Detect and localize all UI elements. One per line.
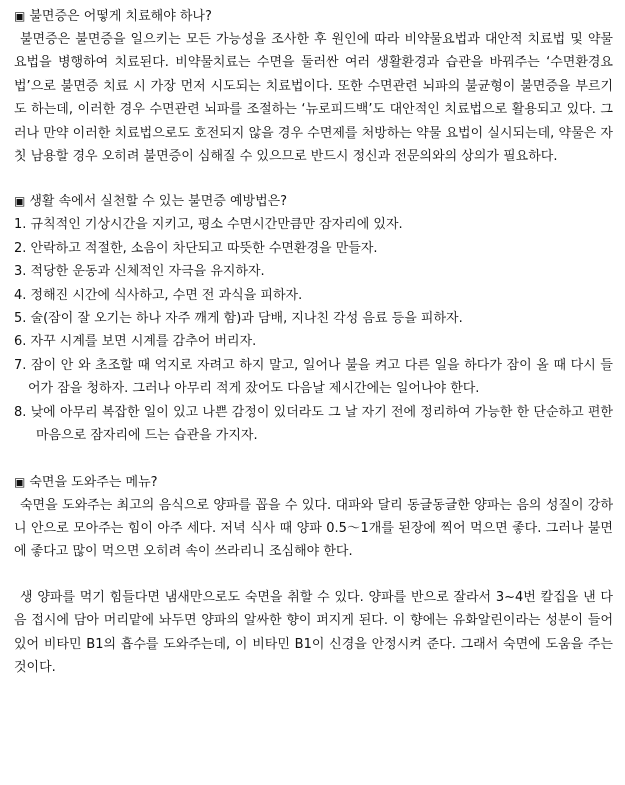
list-item: 2. 안락하고 적절한, 소음이 차단되고 따뜻한 수면환경을 만들자.: [14, 240, 378, 256]
section-heading-prevention: [14, 189, 613, 213]
list-item: 8. 낮에 아무리 복잡한 일이 있고 나쁜 감정이 있더라도 그 날 자기 전에 정리하여 가능한 한 단순하고 편한 마음으로 잠자리에 드는 습관을 가지자.: [14, 404, 613, 444]
list-item: 7. 잠이 안 와 초조할 때 억지로 자려고 하지 말고, 일어나 불을 켜고 다른 일을 하다가 잠이 올 때 다시 들어가 잠을 청하자. 그러나 아무리 적게 잤어도 다음날 제시간에는 일어나야 한다.: [14, 357, 613, 397]
list-item: 1. 규칙적인 기상시간을 지키고, 평소 수면시간만큼만 잠자리에 있자.: [14, 217, 403, 233]
onion-scent-paragraph: 생 양파를 먹기 힘들다면 냄새만으로도 숙면을 취할 수 있다. 양파를 반으로 잘라서 3~4번 칼집을 낸 다음 접시에 담아 머리맡에 놔두면 양파의 알싸한 향이 퍼지게 된다. 이 향에는 유화알린이라는 성분이 들어 있어 비타민 B1의 흡수를 도와주는데, 이 비타민 B1이 신경을 안정시켜 준다. 그래서 숙면에 도움을 주는 것이다.: [14, 589, 613, 675]
square-bullet-icon: ▣: [14, 194, 26, 209]
heading-text: 불면증은 어떻게 치료해야 하나?: [29, 9, 212, 24]
list-item: 5. 술(잠이 잘 오기는 하나 자주 깨게 함)과 담배, 지나친 각성 음료 등을 피하자.: [14, 311, 463, 327]
heading-text: 숙면을 도와주는 메뉴?: [29, 474, 158, 490]
prevention-list: [14, 213, 613, 447]
treatment-paragraph: 불면증은 불면증을 일으키는 모든 가능성을 조사한 후 원인에 따라 비약물요법과 대안적 치료법 및 약물 요법을 병행하여 치료된다. 비약물치료는 수면을 둘러싼 여러 생활환경과 습관을 바꿔주는 ‘수면환경요법’으로 불면증 치료 시 가장 먼저 시도되는 치료법이다. 또한 수면관련 뇌파의 불균형이 불면증을 부르기도 하는데, 이러한 경우 수면관련 뇌파를 조절하는 ‘뉴로피드백’도 대안적인 치료법으로 활용되고 있다. 그러나 만약 이러한 치료법으로도 호전되지 않을 경우 수면제를 처방하는 약물 요법이 실시되는데, 약물은 자칫 남용할 경우 오히려 불면증이 심해질 수 있으므로 반드시 정신과 전문의와의 상의가 필요하다.: [14, 32, 613, 165]
heading-text: 생활 속에서 실천할 수 있는 불면증 예방법은?: [29, 194, 288, 210]
list-item: 6. 자꾸 시계를 보면 시계를 감추어 버리자.: [14, 334, 257, 350]
section-heading-insomnia-treatment: [14, 4, 613, 28]
list-item: 4. 정해진 시간에 식사하고, 수면 전 과식을 피하자.: [14, 287, 303, 303]
square-bullet-icon: ▣: [14, 9, 26, 23]
onion-paragraph: 숙면을 도와주는 최고의 음식으로 양파를 꼽을 수 있다. 대파와 달리 동글동글한 양파는 음의 성질이 강하니 안으로 모아주는 힘이 아주 세다. 저녁 식사 때 양파 0.5～1개를 된장에 찍어 먹으면 좋다. 그러나 불면에 좋다고 많이 먹으면 오히려 속이 쓰라리니 조심해야 한다.: [14, 497, 613, 560]
list-item: 3. 적당한 운동과 신체적인 자극을 유지하자.: [14, 264, 265, 280]
section-heading-sleep-menu: [14, 470, 613, 494]
square-bullet-icon: ▣: [14, 474, 26, 489]
